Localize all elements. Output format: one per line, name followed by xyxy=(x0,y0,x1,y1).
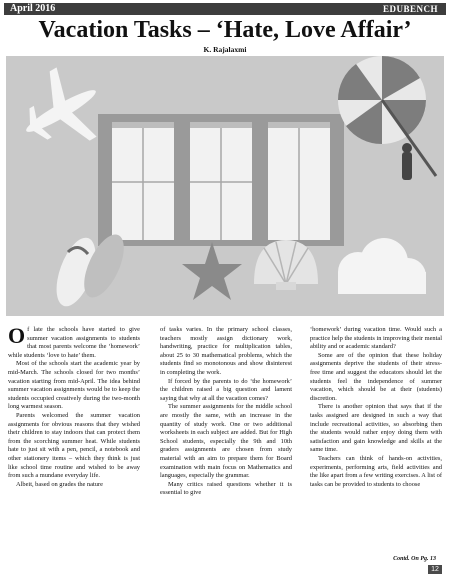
paragraph: The summer assignments for the middle school are mostly the same, with an increase in the quantity of study work. One or two additional worksheets in each subject are added. But for High School students, especially the 9th and 10th graders assignments are chosen from study material with an aim to prepare them for Board examination with main focus on Mathematics and languages, especially the grammar. xyxy=(160,403,292,480)
paragraph: Parents welcomed the summer vacation assignments for obvious reasons that they wished their children to stay indoors that can protect them from the scorching summer heat. While students hate to just sit with a pen, pencil, a notebook and other stationery items – which they think is just like school time routine and wished to be away from such a mundane everyday life. xyxy=(8,411,140,480)
article-body xyxy=(8,326,444,558)
paragraph: Many critics raised questions whether it is essential to give xyxy=(160,480,292,497)
open-book-icon xyxy=(98,114,344,246)
column-1 xyxy=(8,326,140,558)
column-3 xyxy=(310,326,442,558)
article-title: Vacation Tasks – ‘Hate, Love Affair’ xyxy=(38,17,412,43)
paragraph: Teachers can think of hands-on activities, experiments, performing arts, field activities and the like apart from a few writing exercises. A list of tasks can be provided to students to choose xyxy=(310,454,442,488)
column-2 xyxy=(160,326,292,558)
paragraph: If forced by the parents to do ‘the homework’ the children raised a big question and lament saying that why at all the vacation comes? xyxy=(160,377,292,402)
paragraph: There is another opinion that says that if the tasks assigned are designed in such a way that include recreational activities, so absorbing then the students would rather enjoy doing them with satisfaction and gain knowledge and skills at the same time. xyxy=(310,403,442,454)
article-author: K. Rajalaxmi xyxy=(203,45,247,54)
drop-cap: O xyxy=(8,326,26,348)
paragraph: Albeit, based on grades the nature xyxy=(16,480,103,488)
vacation-illustration xyxy=(6,56,444,316)
publication-brand: EDUBENCH xyxy=(382,4,438,14)
paragraph: Most of the schools start the academic year by mid-March. The schools closed for two months’ vacation starting from mid-April. The idea behind summer vacation assignments would be to keep the students occupied creatively during the two-month long warmest season. xyxy=(8,360,140,411)
paragraph: ‘homework’ during vacation time. Would such a practice help the students in improving their mental ability and or academic standard? xyxy=(310,326,442,351)
paragraph: of tasks varies. In the primary school classes, teachers mostly assign dictionary work, handwriting, practice for multiplication tables, about 25 to 30 mathematical problems, which the students find so monotonous and show disinterest in completing the work. xyxy=(160,326,292,376)
header-bar xyxy=(4,3,446,15)
page-number: 12 xyxy=(428,565,442,574)
issue-date: April 2016 xyxy=(10,3,56,14)
continued-note: Contd. On Pg. 13 xyxy=(393,556,436,562)
paragraph: Some are of the opinion that these holiday assignments deprive the students of their stress-free time and suggest the educators should let the students feel the independence of summer vacation, which should be at their (students) discretion. xyxy=(310,351,442,402)
paragraph: f late the schools have started to give summer vacation assignments to students that most parents welcome the ‘homework’ while students ‘love to hate’ them. xyxy=(8,326,140,359)
